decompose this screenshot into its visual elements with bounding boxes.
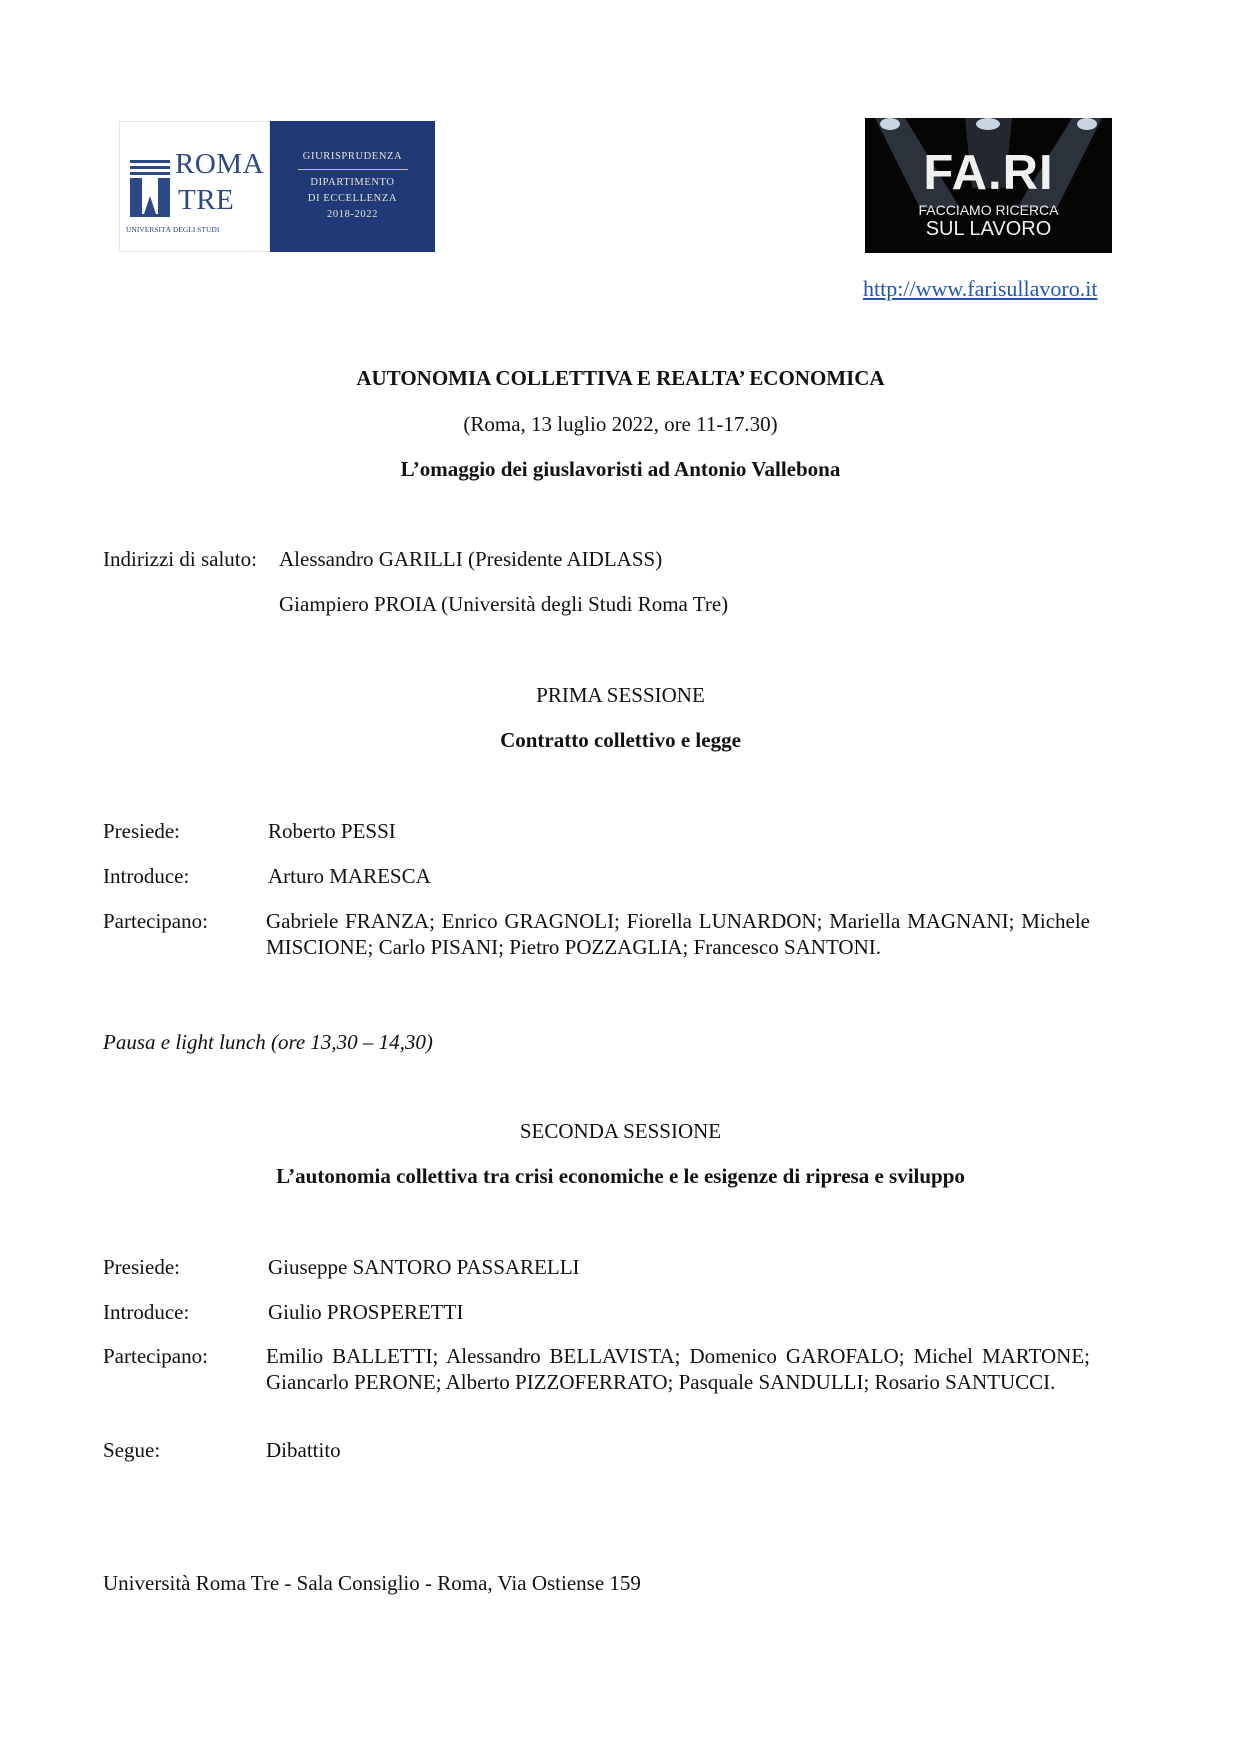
pause-note: Pausa e light lunch (ore 13,30 – 14,30) (103, 1030, 433, 1054)
session1-chair-value: Roberto PESSI (268, 819, 396, 843)
session1-participants-value: Gabriele FRANZA; Enrico GRAGNOLI; Fiorella LUNARDON; Mariella MAGNANI; Michele MISCIONE; Carlo PISANI; Pietro POZZAGLIA; Francesco SANTONI. (266, 909, 1090, 959)
session2-chair-value: Giuseppe SANTORO PASSARELLI (268, 1255, 580, 1279)
session2-chair-label: Presiede: (103, 1255, 180, 1279)
roma-tre-arch-icon (128, 156, 172, 218)
panel-line-1: GIURISPRUDENZA (302, 151, 403, 162)
roma-tre-emblem (119, 121, 270, 252)
roma-word: ROMA (175, 148, 265, 180)
session2-participants-label: Partecipano: (103, 1344, 208, 1368)
event-title: AUTONOMIA COLLETTIVA E REALTA’ ECONOMICA (356, 366, 885, 390)
session1-heading: PRIMA SESSIONE (536, 683, 705, 707)
event-date: (Roma, 13 luglio 2022, ore 11-17.30) (463, 412, 778, 436)
fari-name: FA.RI (923, 146, 1054, 200)
roma-tre-subtitle: UNIVERSITÀ DEGLI STUDI (126, 225, 220, 234)
tre-word: TRE (178, 184, 235, 216)
fari-logo (865, 118, 1112, 253)
session1-title: Contratto collettivo e legge (500, 728, 741, 752)
panel-divider (298, 169, 408, 170)
fari-tagline-2: SUL LAVORO (925, 218, 1052, 240)
session1-intro-label: Introduce: (103, 864, 190, 888)
session1-participants-label: Partecipano: (103, 909, 208, 933)
session2-title: L’autonomia collettiva tra crisi economiche e le esigenze di ripresa e sviluppo (276, 1164, 965, 1188)
event-subtitle: L’omaggio dei giuslavoristi ad Antonio Vallebona (400, 457, 841, 481)
session2-heading: SECONDA SESSIONE (519, 1119, 722, 1143)
session2-intro-label: Introduce: (103, 1300, 190, 1324)
session2-participants-value: Emilio BALLETTI; Alessandro BELLAVISTA; Domenico GAROFALO; Michel MARTONE; Giancarlo PERONE; Alberto PIZZOFERRATO; Pasquale SANDULLI; Rosario SANTUCCI. (266, 1344, 1090, 1394)
panel-line-3: DI ECCELLENZA (307, 193, 398, 204)
session2-follow-label: Segue: (103, 1438, 161, 1462)
giurisprudenza-panel (270, 121, 435, 252)
session1-chair-label: Presiede: (103, 819, 180, 843)
fari-tagline-1: FACCIAMO RICERCA (918, 202, 1059, 218)
roma-tre-logo (119, 121, 435, 252)
panel-line-4: 2018-2022 (327, 209, 378, 220)
greetings-label: Indirizzi di saluto: (103, 547, 257, 571)
greetings-line-2: Giampiero PROIA (Università degli Studi Roma Tre) (279, 592, 729, 616)
greetings-line-1: Alessandro GARILLI (Presidente AIDLASS) (279, 547, 663, 571)
venue: Università Roma Tre - Sala Consiglio - Roma, Via Ostiense 159 (103, 1571, 641, 1595)
panel-line-2: DIPARTIMENTO (310, 177, 395, 188)
website-link[interactable]: http://www.farisullavoro.it (863, 276, 1098, 301)
session2-follow-value: Dibattito (266, 1438, 341, 1462)
session1-intro-value: Arturo MARESCA (268, 864, 431, 888)
session2-intro-value: Giulio PROSPERETTI (268, 1300, 464, 1324)
